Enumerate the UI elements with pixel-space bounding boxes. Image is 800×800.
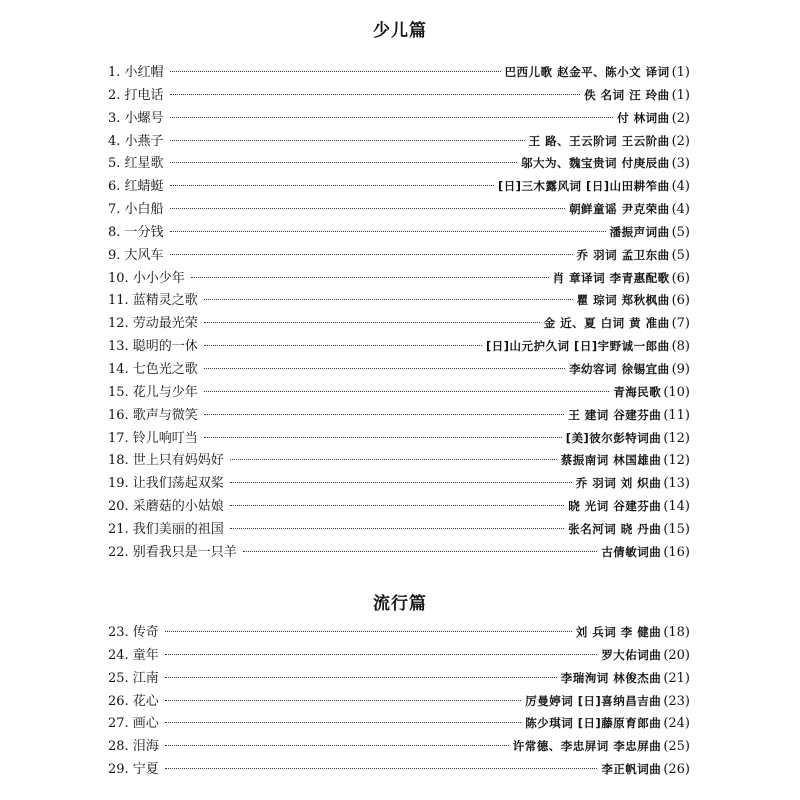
section-title-children: 少儿篇 (373, 21, 427, 41)
toc-entry (108, 472, 690, 495)
entry-credit: 刘 兵词 李 健曲 (575, 625, 662, 639)
toc-entry (108, 495, 690, 518)
toc-entry (108, 130, 690, 153)
toc-entry (108, 690, 690, 713)
entry-title: 15. 花儿与少年 (108, 384, 198, 400)
entry-title: 6. 红蜻蜓 (108, 179, 164, 195)
entry-page-number: (13) (663, 476, 690, 492)
entry-credit: 张名河词 晓 丹曲 (568, 521, 662, 536)
entry-page-number: (23) (663, 693, 690, 709)
dot-leader (170, 71, 501, 72)
entry-title: 4. 小燕子 (108, 133, 164, 149)
entry-credit: 王 建词 谷建芬曲 (568, 407, 662, 422)
entry-credit: 青海民歌 (613, 384, 662, 399)
entry-credit: 肖 章译词 李青惠配歌 (552, 270, 670, 285)
dot-leader (204, 414, 564, 415)
entry-page-number: (2) (671, 133, 690, 149)
entry-page-number: (1) (671, 87, 690, 103)
entry-page-number: (6) (671, 293, 690, 309)
entry-credit: 厉曼婷词 [日]喜纳昌吉曲 (525, 693, 662, 708)
entry-credit: 蔡振南词 林国雄曲 (560, 453, 662, 468)
toc-entry (108, 152, 690, 175)
entry-credit: 李瑞洵词 林俊杰曲 (560, 670, 662, 685)
entry-credit: 陈少琪词 [日]藤原育郎曲 (525, 716, 662, 731)
toc-entry (108, 61, 690, 84)
entry-page-number: (15) (663, 521, 690, 537)
entry-title: 26. 花心 (108, 693, 159, 709)
dot-leader (170, 94, 581, 95)
entry-title: 18. 世上只有妈妈好 (108, 453, 224, 469)
toc-entry (108, 335, 690, 358)
entry-title: 2. 打电话 (108, 87, 164, 103)
entry-credit: 李正帆词曲 (601, 762, 662, 777)
dot-leader (165, 722, 521, 723)
entry-credit: 金 近、夏 白词 黄 准曲 (543, 316, 670, 331)
entry-page-number: (12) (663, 430, 690, 446)
toc-entry (108, 84, 690, 107)
entry-page-number: (4) (671, 202, 690, 218)
entry-credit: 潘振声词曲 (609, 224, 670, 239)
entry-page-number: (21) (663, 670, 690, 686)
toc-entry (108, 712, 690, 735)
entry-page-number: (11) (663, 407, 690, 423)
toc-entry (108, 758, 690, 781)
dot-leader (165, 631, 572, 632)
entry-title: 21. 我们美丽的祖国 (108, 521, 224, 537)
entry-title: 1. 小红帽 (108, 65, 164, 80)
entry-page-number: (24) (663, 716, 690, 732)
toc-entry (108, 644, 690, 667)
entry-page-number: (26) (663, 762, 690, 778)
entry-page-number: (5) (671, 247, 690, 263)
dot-leader (204, 345, 482, 346)
entry-credit: 王 路、王云阶词 王云阶曲 (528, 133, 670, 148)
entry-page-number: (10) (663, 384, 690, 400)
toc-entry (108, 289, 690, 312)
entry-page-number: (5) (671, 224, 690, 240)
toc-entry (108, 244, 690, 267)
dot-leader (191, 277, 549, 278)
entry-page-number: (8) (671, 339, 690, 355)
toc-entry (108, 381, 690, 404)
toc-entry (108, 541, 690, 564)
entry-page-number: (12) (663, 453, 690, 469)
entry-credit: 朝鲜童谣 尹克荣曲 (569, 202, 670, 217)
entry-page-number: (2) (671, 110, 690, 126)
toc-entry (108, 175, 690, 198)
entry-title: 23. 传奇 (108, 625, 159, 640)
dot-leader (230, 459, 557, 460)
entry-title: 10. 小小少年 (108, 270, 185, 286)
section-title-popular: 流行篇 (373, 594, 427, 614)
dot-leader (204, 368, 565, 369)
entry-credit: [美]彼尔彭特词曲 (565, 430, 662, 445)
dot-leader (204, 437, 562, 438)
toc-entry (108, 449, 690, 472)
toc-entry (108, 621, 690, 644)
dot-leader (170, 254, 573, 255)
entry-page-number: (25) (663, 739, 690, 755)
toc-entry (108, 404, 690, 427)
entry-page-number: (9) (671, 361, 690, 377)
entry-page-number: (3) (671, 156, 690, 172)
dot-leader (204, 391, 610, 392)
toc-entry (108, 427, 690, 450)
entry-title: 24. 童年 (108, 647, 159, 663)
dot-leader (165, 700, 521, 701)
entry-title: 9. 大风车 (108, 247, 164, 263)
entry-page-number: (6) (671, 270, 690, 286)
entry-credit: 许常德、李忠屏词 李忠屏曲 (512, 739, 662, 754)
entry-title: 16. 歌声与微笑 (108, 407, 198, 423)
dot-leader (170, 140, 525, 141)
dot-leader (230, 482, 572, 483)
entry-credit: 瞿 琮词 郑秋枫曲 (576, 293, 670, 308)
entry-title: 7. 小白船 (108, 202, 164, 218)
entry-title: 14. 七色光之歌 (108, 361, 198, 377)
toc-entry (108, 667, 690, 690)
dot-leader (170, 185, 495, 186)
entry-credit: 邬大为、魏宝贵词 付庚辰曲 (521, 156, 670, 171)
entry-credit: 古倩敏词曲 (601, 544, 662, 559)
entry-credit: 罗大佑词曲 (601, 647, 662, 662)
dot-leader (170, 231, 606, 232)
entry-credit: 晓 光词 谷建芬曲 (568, 499, 662, 514)
dot-leader (230, 528, 564, 529)
entry-credit: 佚 名词 汪 玲曲 (584, 87, 670, 102)
entry-title: 5. 红星歌 (108, 156, 164, 172)
entry-title: 12. 劳动最光荣 (108, 316, 198, 332)
dot-leader (165, 745, 509, 746)
entry-page-number: (20) (663, 647, 690, 663)
toc-entry (108, 735, 690, 758)
entry-credit: 乔 羽词 刘 炽曲 (575, 476, 662, 491)
entry-page-number: (18) (663, 625, 690, 640)
entry-title: 20. 采蘑菇的小姑娘 (108, 499, 224, 515)
dot-leader (170, 162, 518, 163)
toc-entry (108, 221, 690, 244)
entry-title: 25. 江南 (108, 670, 159, 686)
dot-leader (204, 299, 573, 300)
toc-list-children (108, 61, 690, 564)
dot-leader (165, 768, 598, 769)
entry-credit: [日]三木露风词 [日]山田耕笮曲 (498, 179, 670, 194)
toc-entry (108, 198, 690, 221)
entry-title: 3. 小螺号 (108, 110, 164, 126)
entry-page-number: (16) (663, 544, 690, 560)
entry-credit: [日]山元护久词 [日]宇野诚一郎曲 (486, 339, 670, 354)
entry-credit: 李幼容词 徐锡宜曲 (569, 361, 670, 376)
entry-title: 27. 画心 (108, 716, 159, 732)
entry-title: 29. 宁夏 (108, 762, 159, 778)
entry-page-number: (1) (671, 65, 690, 80)
entry-title: 19. 让我们荡起双桨 (108, 476, 224, 492)
dot-leader (165, 677, 557, 678)
dot-leader (170, 117, 614, 118)
entry-page-number: (7) (671, 316, 690, 332)
entry-title: 13. 聪明的一休 (108, 339, 198, 355)
dot-leader (170, 208, 566, 209)
entry-credit: 乔 羽词 孟卫东曲 (576, 247, 670, 262)
toc-entry (108, 267, 690, 290)
entry-title: 17. 铃儿响叮当 (108, 430, 198, 446)
entry-credit: 付 林词曲 (617, 110, 670, 125)
dot-leader (243, 551, 598, 552)
toc-entry (108, 358, 690, 381)
toc-entry (108, 518, 690, 541)
entry-page-number: (4) (671, 179, 690, 195)
dot-leader (230, 505, 564, 506)
entry-title: 8. 一分钱 (108, 224, 164, 240)
dot-leader (165, 654, 598, 655)
entry-page-number: (14) (663, 499, 690, 515)
entry-title: 11. 蓝精灵之歌 (108, 293, 198, 309)
toc-entry (108, 312, 690, 335)
entry-credit: 巴西儿歌 赵金平、陈小文 译词 (504, 65, 670, 79)
toc-list-popular (108, 621, 690, 781)
entry-title: 22. 别看我只是一只羊 (108, 544, 237, 560)
toc-entry (108, 107, 690, 130)
entry-title: 28. 泪海 (108, 739, 159, 755)
dot-leader (204, 322, 540, 323)
